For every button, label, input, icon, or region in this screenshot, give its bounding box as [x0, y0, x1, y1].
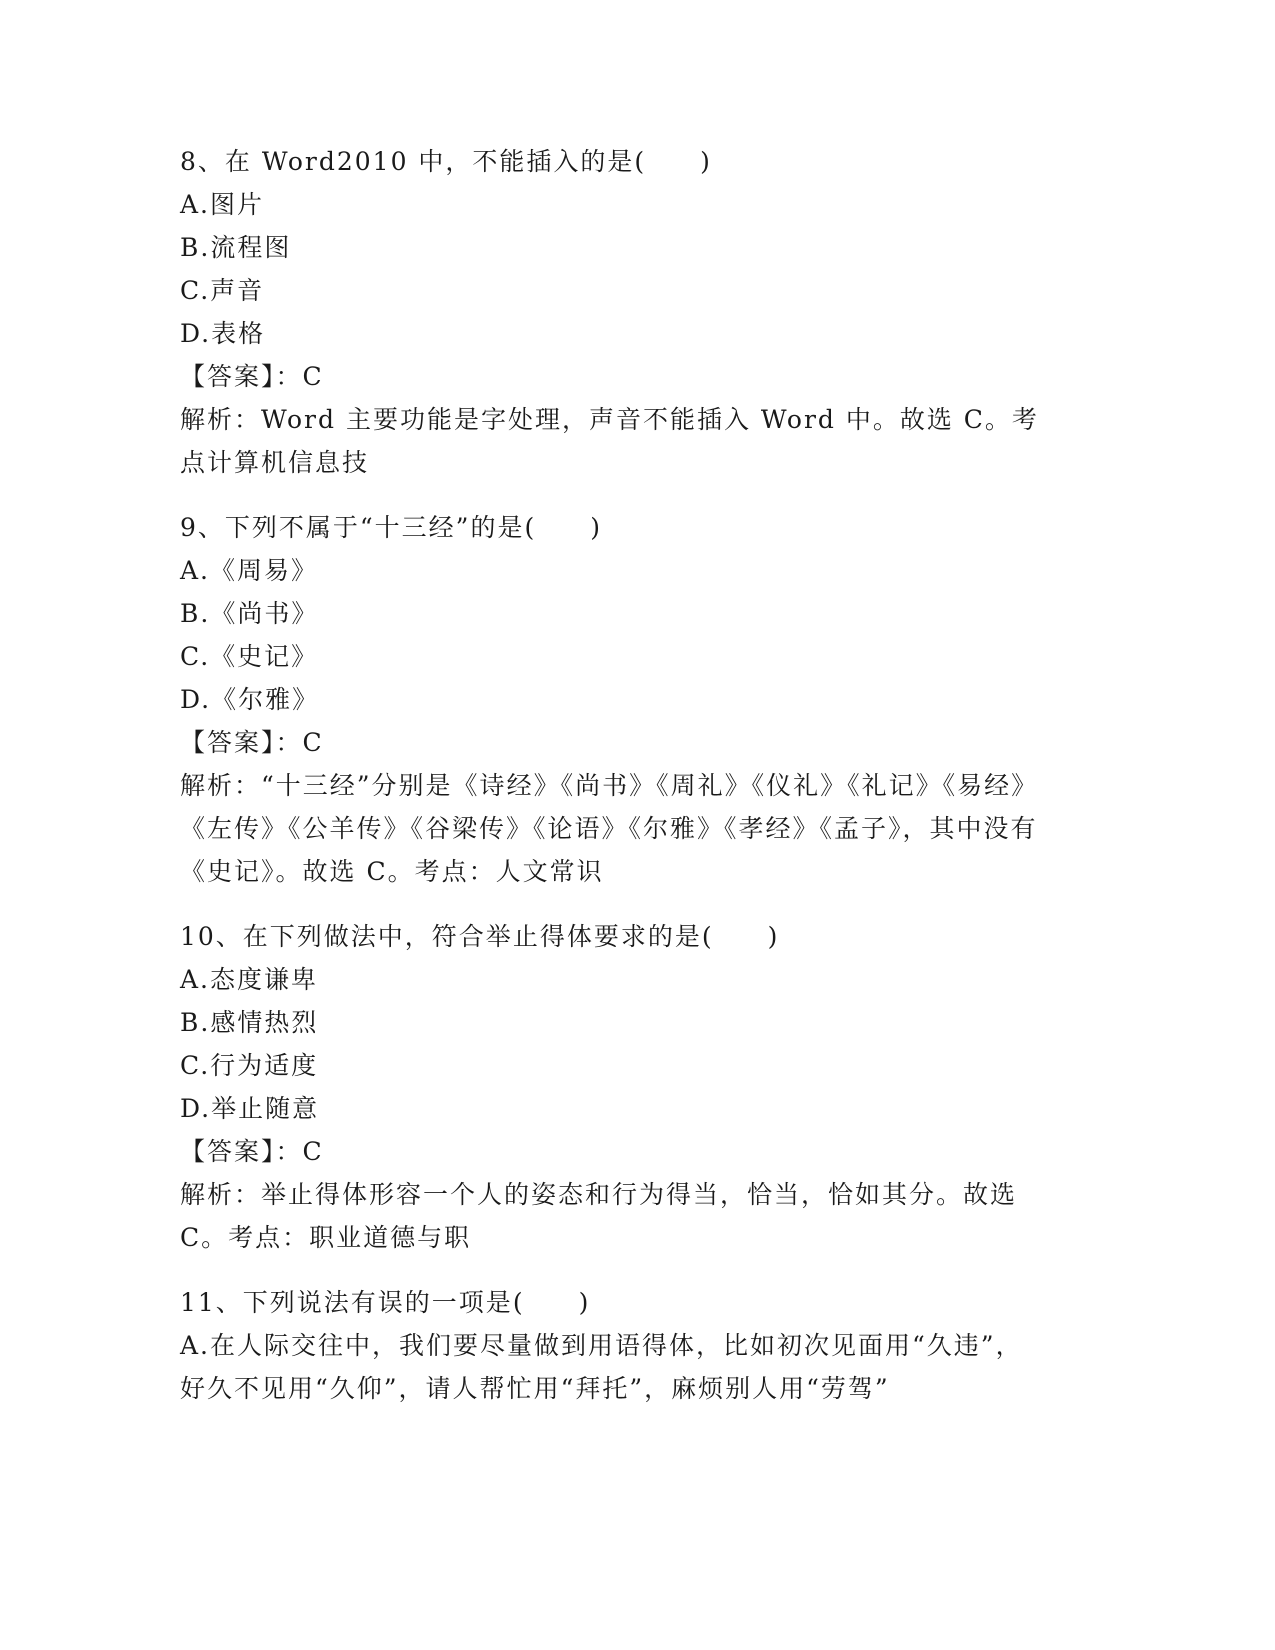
answer-line	[180, 721, 1080, 764]
option-b: B.流程图	[180, 233, 292, 262]
analysis-text: 解析：“十三经”分别是《诗经》《尚书》《周礼》《仪礼》《礼记》《易经》《左传》《公羊传》《谷梁传》《论语》《尔雅》《孝经》《孟子》，其中没有《史记》。故选 C。考点：人文常识	[180, 771, 1039, 886]
question-stem: 9、下列不属于“十三经”的是( )	[180, 513, 602, 542]
answer-line	[180, 355, 1080, 398]
answer-separator: ：	[275, 362, 303, 391]
option-d: D.举止随意	[180, 1094, 320, 1123]
analysis-text: 解析：举止得体形容一个人的姿态和行为得当，恰当，恰如其分。故选 C。考点：职业道德与职	[180, 1180, 1018, 1252]
question-8	[180, 140, 1080, 484]
answer-label: 【答案】	[180, 362, 276, 391]
answer-line	[180, 1130, 1080, 1173]
analysis-text: 解析：Word 主要功能是字处理，声音不能插入 Word 中。故选 C。考点计算机信息技	[180, 405, 1039, 477]
option-a: A.在人际交往中，我们要尽量做到用语得体，比如初次见面用“久违”，好久不见用“久仰”，请人帮忙用“拜托”，麻烦别人用“劳驾”	[180, 1331, 1023, 1403]
option-d: D.《尔雅》	[180, 685, 320, 714]
question-10	[180, 915, 1080, 1259]
question-stem: 10、在下列做法中，符合举止得体要求的是( )	[180, 922, 780, 951]
document-page	[180, 140, 1080, 1410]
answer-separator: ：	[275, 728, 303, 757]
question-stem: 8、在 Word2010 中，不能插入的是( )	[180, 147, 712, 176]
option-c: C.声音	[180, 276, 265, 305]
option-d: D.表格	[180, 319, 266, 348]
question-11	[180, 1281, 1080, 1410]
question-9	[180, 506, 1080, 893]
option-b: B.《尚书》	[180, 599, 319, 628]
answer-label: 【答案】	[180, 1137, 276, 1166]
answer-value: C	[302, 362, 324, 391]
option-c: C.《史记》	[180, 642, 319, 671]
option-a: A.图片	[180, 190, 265, 219]
option-a: A.《周易》	[180, 556, 319, 585]
option-c: C.行为适度	[180, 1051, 319, 1080]
question-stem: 11、下列说法有误的一项是( )	[180, 1288, 591, 1317]
option-a: A.态度谦卑	[180, 965, 319, 994]
answer-label: 【答案】	[180, 728, 276, 757]
option-b: B.感情热烈	[180, 1008, 319, 1037]
answer-value: C	[302, 1137, 324, 1166]
answer-separator: ：	[275, 1137, 303, 1166]
answer-value: C	[302, 728, 324, 757]
